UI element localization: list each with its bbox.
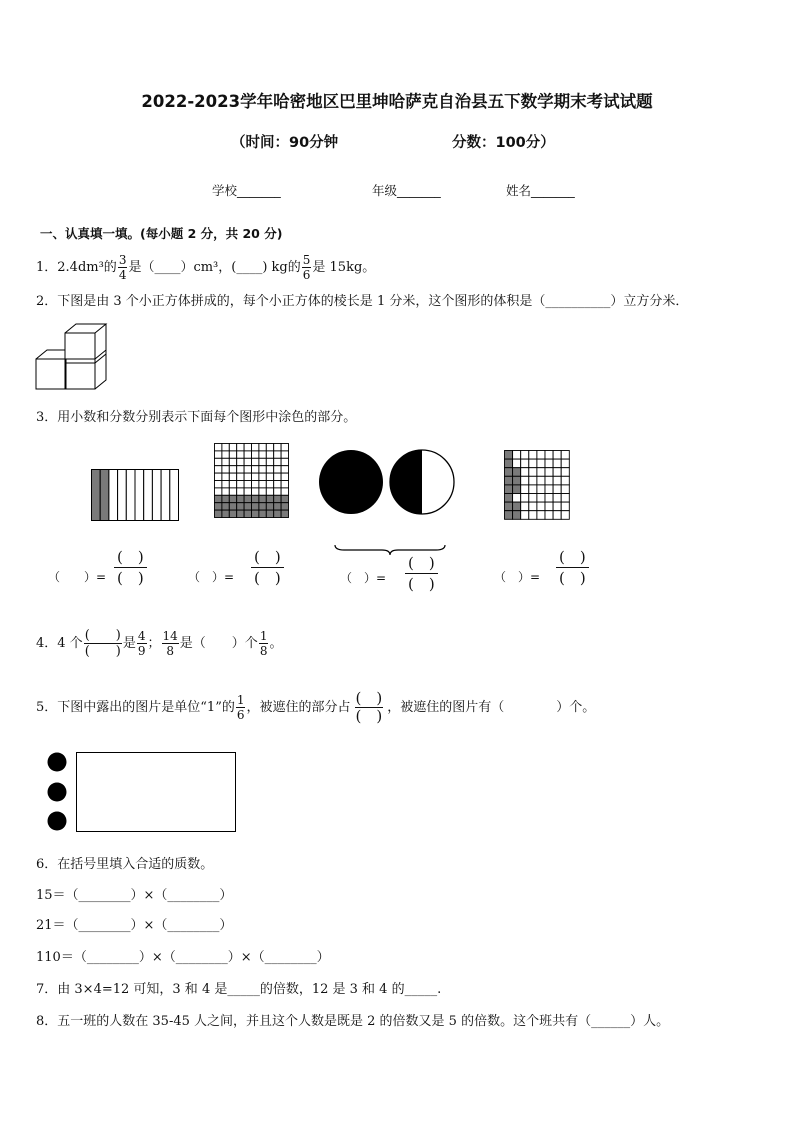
bar-strip xyxy=(135,470,144,521)
q5-text-c: ，被遮住的图片有（ ）个。 xyxy=(387,700,596,715)
bar-strip xyxy=(152,470,161,521)
grid-cell xyxy=(553,451,561,460)
grid-cell xyxy=(229,495,236,502)
q3-fraction-2 xyxy=(251,550,284,586)
grid-cell xyxy=(513,485,521,494)
grid-cell xyxy=(274,488,281,495)
grade-field: 年级_______ xyxy=(372,183,441,198)
grid-cell xyxy=(222,503,229,510)
grid-cell xyxy=(529,459,537,468)
grid-cell xyxy=(545,502,553,511)
grid-cell xyxy=(252,466,259,473)
grid-cell xyxy=(281,481,288,488)
q4-fraction-b xyxy=(162,630,179,657)
grid-cell xyxy=(259,473,266,480)
grid-cell xyxy=(266,488,273,495)
grid-cell xyxy=(237,444,244,451)
grid-cell xyxy=(505,485,513,494)
grid-cell xyxy=(545,494,553,503)
q3-fraction-3-num: ( ) xyxy=(405,556,438,574)
grid-cell xyxy=(281,495,288,502)
grid-cell xyxy=(237,473,244,480)
q1-text-c: 是 15kg。 xyxy=(312,260,376,275)
grid-cell xyxy=(274,451,281,458)
grid-cell xyxy=(215,466,222,473)
grid-cell xyxy=(513,511,521,520)
question-2: 2．下图是由 3 个小正方体拼成的，每个小正方体的棱长是 1 分米，这个图形的体积是（__________）立方分米． xyxy=(36,294,689,309)
grid-cell xyxy=(537,494,545,503)
q4-fraction-blank-den: ( ) xyxy=(84,644,121,659)
grid-cell xyxy=(237,451,244,458)
q4-text-e: 。 xyxy=(269,636,283,651)
section-heading: 一、认真填一填。(每小题 2 分，共 20 分) xyxy=(40,226,283,241)
q3-fraction-3-den: ( ) xyxy=(408,575,435,593)
question-3: 3．用小数和分数分别表示下面每个图形中涂色的部分。 xyxy=(36,410,357,425)
question-5 xyxy=(36,691,595,724)
grid-cell xyxy=(537,502,545,511)
q4-fraction-b-den: 8 xyxy=(166,644,174,658)
exam-score: 分数：100分） xyxy=(452,135,555,151)
bar-strip xyxy=(126,470,135,521)
question-6-line-3: 110＝（________）×（________）×（________） xyxy=(36,950,330,965)
grid-cell xyxy=(252,503,259,510)
grid-cell xyxy=(529,494,537,503)
grid-cell xyxy=(222,495,229,502)
bar-strip xyxy=(92,470,101,521)
grid-cell xyxy=(237,488,244,495)
q4-fraction-c-num: 1 xyxy=(259,629,268,643)
q4-fraction-a-num: 4 xyxy=(137,629,146,643)
q3-fraction-2-den: ( ) xyxy=(254,569,281,587)
grid-cell xyxy=(229,473,236,480)
grid-cell xyxy=(561,451,569,460)
grid-cell xyxy=(252,473,259,480)
q4-text-d: 是（ ）个 xyxy=(179,636,258,651)
dot-3 xyxy=(48,812,67,831)
grid-cell xyxy=(521,502,529,511)
question-6-line-2: 21＝（________）×（________） xyxy=(36,918,233,933)
grid-cell xyxy=(244,510,251,517)
grid-cell xyxy=(237,481,244,488)
grid-cell xyxy=(529,451,537,460)
q3-answer-4: （ ）= xyxy=(494,570,541,584)
grid-cell xyxy=(222,451,229,458)
grid-cell xyxy=(252,458,259,465)
grid-cell xyxy=(545,476,553,485)
grid-cell xyxy=(561,494,569,503)
q3-answer-1: （ ）= xyxy=(48,570,107,584)
q1-fraction-a-den: 4 xyxy=(118,268,127,282)
grid-cell xyxy=(537,511,545,520)
hidden-pictures-figure xyxy=(46,750,238,834)
grid-cell xyxy=(244,488,251,495)
grid-cell xyxy=(229,503,236,510)
grid-cell xyxy=(505,476,513,485)
grid-cell xyxy=(521,511,529,520)
name-field: 姓名_______ xyxy=(506,183,575,198)
grid-cell xyxy=(252,481,259,488)
q3-fraction-1 xyxy=(114,550,147,586)
grid-cell xyxy=(259,481,266,488)
grid-cell xyxy=(244,458,251,465)
grid-cell xyxy=(561,459,569,468)
grid-cell xyxy=(274,473,281,480)
grid-cell xyxy=(529,476,537,485)
grid-cell xyxy=(561,502,569,511)
question-1 xyxy=(36,254,375,281)
grid-cell xyxy=(244,466,251,473)
grid-cell xyxy=(229,481,236,488)
grid-cell xyxy=(259,503,266,510)
grid-cell xyxy=(266,451,273,458)
q5-fraction-blank xyxy=(355,691,384,724)
grid-cell xyxy=(274,444,281,451)
grid-cell xyxy=(237,458,244,465)
grid-cell xyxy=(252,451,259,458)
dot-2 xyxy=(48,783,67,802)
q4-text-c: ； xyxy=(147,636,161,651)
grid-cell xyxy=(259,451,266,458)
grid-cell xyxy=(215,473,222,480)
grid-cell xyxy=(281,444,288,451)
grid-cell xyxy=(266,510,273,517)
q3-fraction-3 xyxy=(405,556,438,592)
grid-cell xyxy=(513,502,521,511)
q4-fraction-blank xyxy=(84,629,122,658)
grid-cell xyxy=(561,476,569,485)
grid-cell xyxy=(553,485,561,494)
grid-cell xyxy=(505,511,513,520)
grid-cell xyxy=(259,488,266,495)
grid-cell xyxy=(244,451,251,458)
grid-cell xyxy=(274,503,281,510)
question-7: 7．由 3×4=12 可知，3 和 4 是_____的倍数，12 是 3 和 4 的_____. xyxy=(36,982,442,997)
bar-strip xyxy=(161,470,170,521)
grid-cell xyxy=(252,510,259,517)
cover-rectangle xyxy=(77,753,236,832)
grid-cell xyxy=(252,495,259,502)
q5-fraction-blank-num: ( ) xyxy=(355,689,383,707)
grid-cell xyxy=(222,444,229,451)
grid-cell xyxy=(513,494,521,503)
grid-cell xyxy=(537,485,545,494)
full-circle xyxy=(319,450,383,514)
grid-cell xyxy=(244,481,251,488)
grid-cell xyxy=(281,510,288,517)
grid-cell xyxy=(229,488,236,495)
page-title: 2022-2023学年哈密地区巴里坤哈萨克自治县五下数学期末考试试题 xyxy=(141,92,653,111)
grid-cell xyxy=(281,466,288,473)
grid-cell xyxy=(521,476,529,485)
q4-fraction-a-den: 9 xyxy=(137,644,146,658)
question-6-title: 6．在括号里填入合适的质数。 xyxy=(36,857,214,872)
grid-cell xyxy=(266,495,273,502)
grid-cell xyxy=(281,503,288,510)
grid-cell xyxy=(274,510,281,517)
grid-cell xyxy=(229,458,236,465)
grid-cell xyxy=(513,468,521,477)
bar-strip xyxy=(109,470,118,521)
grid-cell xyxy=(505,468,513,477)
question-8: 8．五一班的人数在 35-45 人之间，并且这个人数是既是 2 的倍数又是 5 的倍数。这个班共有（______）人。 xyxy=(36,1014,670,1029)
grid-cell xyxy=(521,468,529,477)
grid-cell xyxy=(537,468,545,477)
q5-fraction-a xyxy=(236,694,246,721)
grid-cell xyxy=(215,458,222,465)
grid-cell xyxy=(259,495,266,502)
grid-cell xyxy=(521,485,529,494)
grid-cell xyxy=(229,451,236,458)
q5-text-a: 5．下图中露出的图片是单位“1”的 xyxy=(36,700,235,715)
grid-cell xyxy=(561,485,569,494)
question-6-line-1: 15＝（________）×（________） xyxy=(36,888,233,903)
grid-cell xyxy=(266,481,273,488)
grid-cell xyxy=(222,458,229,465)
q4-text-a: 4．4 个 xyxy=(36,636,83,651)
q3-fraction-2-num: ( ) xyxy=(251,550,284,568)
grid-cell xyxy=(274,495,281,502)
grid-cell xyxy=(252,444,259,451)
grid-cell xyxy=(266,458,273,465)
grid-cell xyxy=(252,488,259,495)
grid-cell xyxy=(545,485,553,494)
grid-cell xyxy=(229,444,236,451)
grid-cell xyxy=(521,451,529,460)
grid-cell xyxy=(215,488,222,495)
q3-fraction-1-den: ( ) xyxy=(117,569,144,587)
grid-cell xyxy=(521,494,529,503)
grid-cell xyxy=(274,466,281,473)
grid-cell xyxy=(259,466,266,473)
q1-text-a: 1．2.4dm³的 xyxy=(36,260,117,275)
grid-cell xyxy=(505,459,513,468)
grid-cell xyxy=(537,451,545,460)
bar-strip xyxy=(170,470,179,521)
half-circle-shade xyxy=(390,450,422,514)
grid-cell xyxy=(237,510,244,517)
q1-fraction-a-num: 3 xyxy=(118,253,127,267)
bar-strip xyxy=(118,470,127,521)
grid-cell xyxy=(537,476,545,485)
grid-cell xyxy=(529,468,537,477)
q1-fraction-b-num: 5 xyxy=(302,253,311,267)
q4-fraction-b-num: 14 xyxy=(162,629,178,643)
grid-cell xyxy=(244,503,251,510)
q3-answer-3: （ ）= xyxy=(340,571,387,585)
grid-cell xyxy=(215,495,222,502)
grid-cell xyxy=(222,466,229,473)
grid-cell xyxy=(244,473,251,480)
grid-cell xyxy=(266,503,273,510)
grid-cell xyxy=(244,495,251,502)
school-field: 学校_______ xyxy=(212,183,281,198)
q4-fraction-blank-num: ( ) xyxy=(84,628,121,643)
grid-cell xyxy=(259,458,266,465)
grid-cell xyxy=(513,476,521,485)
circles-figure xyxy=(318,450,454,516)
grid-cell xyxy=(222,481,229,488)
grid-cell xyxy=(281,473,288,480)
grid-cell xyxy=(505,502,513,511)
q3-fraction-4 xyxy=(556,550,589,586)
q4-fraction-c xyxy=(259,630,269,657)
q3-fraction-4-num: ( ) xyxy=(556,550,589,568)
grid-100-figure xyxy=(214,443,289,519)
q4-fraction-c-den: 8 xyxy=(259,644,268,658)
grid-cell xyxy=(215,481,222,488)
q1-fraction-a xyxy=(118,254,128,281)
dot-1 xyxy=(48,753,67,772)
grid-cell xyxy=(521,459,529,468)
grid-cell xyxy=(222,488,229,495)
bar-figure xyxy=(91,469,179,521)
grid-cell xyxy=(237,503,244,510)
grid-cell xyxy=(244,444,251,451)
grid-cell xyxy=(281,488,288,495)
grid-cell xyxy=(545,451,553,460)
grid-cell xyxy=(266,466,273,473)
grid-cell xyxy=(237,495,244,502)
grid-cell xyxy=(561,511,569,520)
bar-strip xyxy=(144,470,153,521)
question-4 xyxy=(36,629,282,658)
grid-cell xyxy=(215,503,222,510)
grid-cell xyxy=(274,458,281,465)
q4-fraction-a xyxy=(137,630,147,657)
q5-text-b: ，被遮住的部分占 xyxy=(246,700,351,715)
grid-cell xyxy=(266,473,273,480)
q5-fraction-a-den: 6 xyxy=(236,708,245,722)
grid-cell xyxy=(545,459,553,468)
q5-fraction-a-num: 1 xyxy=(236,693,245,707)
grid-cell xyxy=(553,502,561,511)
grid-cell xyxy=(561,468,569,477)
grid-cell xyxy=(222,510,229,517)
grid-cell xyxy=(513,459,521,468)
grid-cell xyxy=(229,466,236,473)
q1-text-b: 是（____）cm³，(____) kg的 xyxy=(128,260,301,275)
grid-cell xyxy=(529,485,537,494)
q3-answer-2: （ ）= xyxy=(188,570,235,584)
grid-cell xyxy=(537,459,545,468)
grid-cell xyxy=(281,458,288,465)
q1-fraction-b-den: 6 xyxy=(302,268,311,282)
grid-cell xyxy=(259,444,266,451)
grid-cell xyxy=(529,511,537,520)
grid-cell xyxy=(553,459,561,468)
grid-cell xyxy=(553,468,561,477)
grid-cell xyxy=(266,444,273,451)
grid-cell xyxy=(274,481,281,488)
grid-cell xyxy=(281,451,288,458)
grid-cell xyxy=(553,494,561,503)
q4-text-b: 是 xyxy=(122,636,136,651)
cube-figure xyxy=(36,320,106,392)
exam-time: （时间：90分钟 xyxy=(231,135,339,151)
grid-cell xyxy=(215,444,222,451)
grid-cell xyxy=(545,468,553,477)
grid-cell xyxy=(237,466,244,473)
grid-64-figure xyxy=(504,450,570,520)
grid-cell xyxy=(553,476,561,485)
grid-cell xyxy=(229,510,236,517)
grid-cell xyxy=(553,511,561,520)
q3-fraction-4-den: ( ) xyxy=(559,569,586,587)
q5-fraction-blank-den: ( ) xyxy=(355,707,383,725)
bar-strip xyxy=(100,470,109,521)
q3-fraction-1-num: ( ) xyxy=(114,550,147,568)
grid-cell xyxy=(529,502,537,511)
grid-cell xyxy=(259,510,266,517)
grid-cell xyxy=(513,451,521,460)
grid-cell xyxy=(222,473,229,480)
q1-fraction-b xyxy=(302,254,312,281)
grid-cell xyxy=(505,494,513,503)
grid-cell xyxy=(505,451,513,460)
grid-cell xyxy=(215,451,222,458)
grid-cell xyxy=(545,511,553,520)
grid-cell xyxy=(215,510,222,517)
